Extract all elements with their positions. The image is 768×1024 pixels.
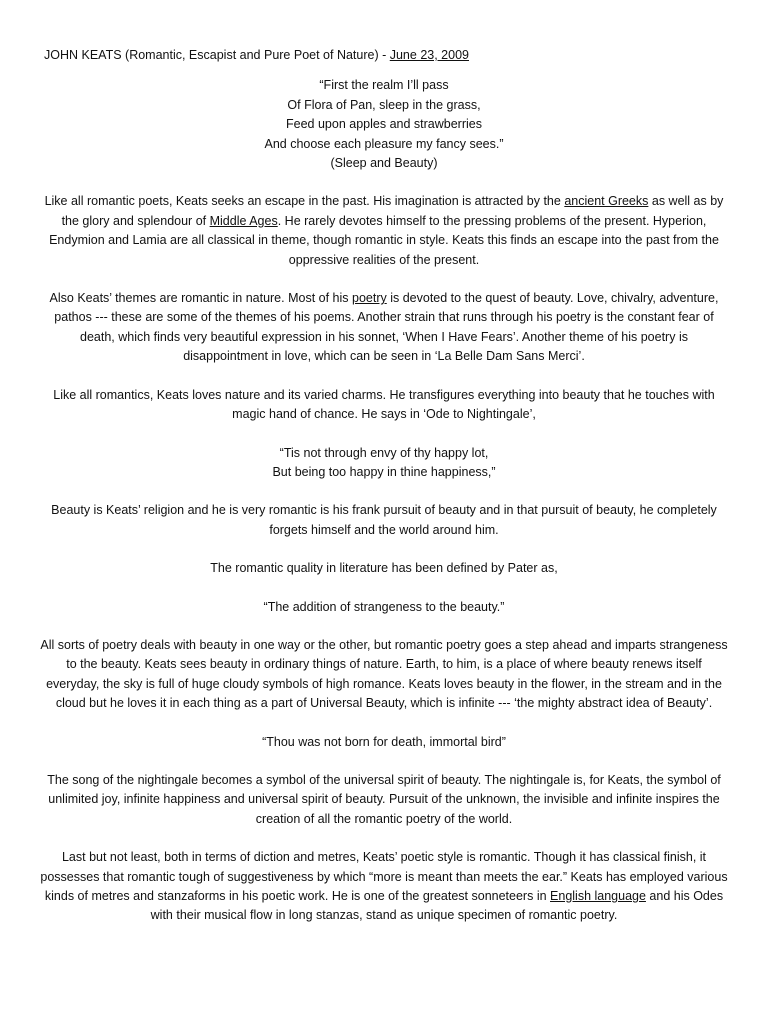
paragraph-text: Like all romantic poets, Keats seeks an escape in the past. His imagination is attracted by the bbox=[44, 194, 565, 209]
verse-line: Of Flora of Pan, sleep in the grass, bbox=[287, 97, 481, 112]
verse-line: “Tis not through envy of thy happy lot, bbox=[279, 445, 489, 460]
paragraph-beauty-religion: Beauty is Keats’ religion and he is very romantic is his frank pursuit of beauty and in that pursuit of beauty, he completely forgets himself and the world around him. bbox=[51, 503, 717, 537]
document-date-link[interactable]: June 23, 2009 bbox=[389, 48, 469, 62]
document-page bbox=[40, 46, 728, 926]
quote-immortal-bird: “Thou was not born for death, immortal bird” bbox=[262, 734, 506, 749]
paragraph-text: Last but not least, both in terms of diction and metres, Keats’ poetic style is romantic. Though it has classical finish, it possesses that romantic tough of suggestiveness by which “more is meant than meets the ear.” Keats has employed various kinds of metres and stanzaforms in his poetic work. He is one of the greatest sonneteers in bbox=[40, 850, 728, 903]
verse-sleep-and-beauty bbox=[40, 76, 728, 173]
paragraph-text: and his Odes with their musical flow in long stanzas, stand as unique specimen of romantic poetry. bbox=[150, 889, 724, 923]
paragraph-pater: The romantic quality in literature has been defined by Pater as, bbox=[210, 561, 558, 576]
paragraph-themes bbox=[40, 289, 728, 367]
paragraph-nightingale-symbol: The song of the nightingale becomes a symbol of the universal spirit of beauty. The nightingale is, for Keats, the symbol of unlimited joy, infinite happiness and universal spirit of beauty. Pursuit of the unknown, the invisible and infinite inspires the creation of all the romantic poetry of the world. bbox=[47, 772, 721, 826]
document-header bbox=[40, 46, 728, 65]
paragraph-strangeness: All sorts of poetry deals with beauty in one way or the other, but romantic poetry goes a step ahead and imparts strangeness to the beauty. Keats sees beauty in ordinary things of nature. Earth, to him, is a place of where beauty renews itself everyday, the sky is full of huge cloudy symbols of high romance. Keats loves beauty in the flower, in the stream and in the cloud but he loves it in each thing as a part of Universal Beauty, which is infinite --- ‘the mighty abstract idea of Beauty’. bbox=[40, 637, 728, 711]
document-title: JOHN KEATS (Romantic, Escapist and Pure Poet of Nature) - bbox=[44, 48, 390, 62]
paragraph-text: . He rarely devotes himself to the pressing problems of the present. Hyperion, Endymion and Lamia are all classical in theme, though romantic in style. Keats this finds an escape into the past from the oppressive realities of the present. bbox=[49, 213, 719, 267]
verse-line: “First the realm I’ll pass bbox=[319, 78, 449, 93]
verse-source: (Sleep and Beauty) bbox=[330, 156, 438, 171]
paragraph-style bbox=[40, 848, 728, 926]
paragraph-escape-past bbox=[40, 192, 728, 270]
verse-line: But being too happy in thine happiness,” bbox=[272, 464, 496, 479]
paragraph-nature: Like all romantics, Keats loves nature and its varied charms. He transfigures everything into beauty that he touches with magic hand of chance. He says in ‘Ode to Nightingale’, bbox=[53, 387, 715, 422]
link-poetry[interactable]: poetry bbox=[352, 291, 387, 306]
link-ancient-greeks[interactable]: ancient Greeks bbox=[564, 194, 649, 209]
link-middle-ages[interactable]: Middle Ages bbox=[209, 213, 278, 228]
paragraph-text: is devoted to the quest of beauty. Love, chivalry, adventure, pathos --- these are some of the themes of his poems. Another strain that runs through his poetry is the constant fear of death, which finds very beautiful expression in his sonnet, ‘When I Have Fears’. Another theme of his poetry is disappointment in love, which can be seen in ‘La Belle Dam Sans Merci’. bbox=[54, 291, 719, 364]
paragraph-text: as well as by the glory and splendour of bbox=[61, 194, 724, 228]
paragraph-text: Also Keats’ themes are romantic in nature. Most of his bbox=[49, 291, 352, 306]
link-english-language[interactable]: English language bbox=[550, 889, 646, 903]
verse-nightingale bbox=[40, 444, 728, 483]
verse-line: Feed upon apples and strawberries bbox=[286, 117, 482, 132]
verse-line: And choose each pleasure my fancy sees.” bbox=[264, 136, 504, 151]
quote-strangeness: “The addition of strangeness to the beauty.” bbox=[263, 599, 505, 614]
